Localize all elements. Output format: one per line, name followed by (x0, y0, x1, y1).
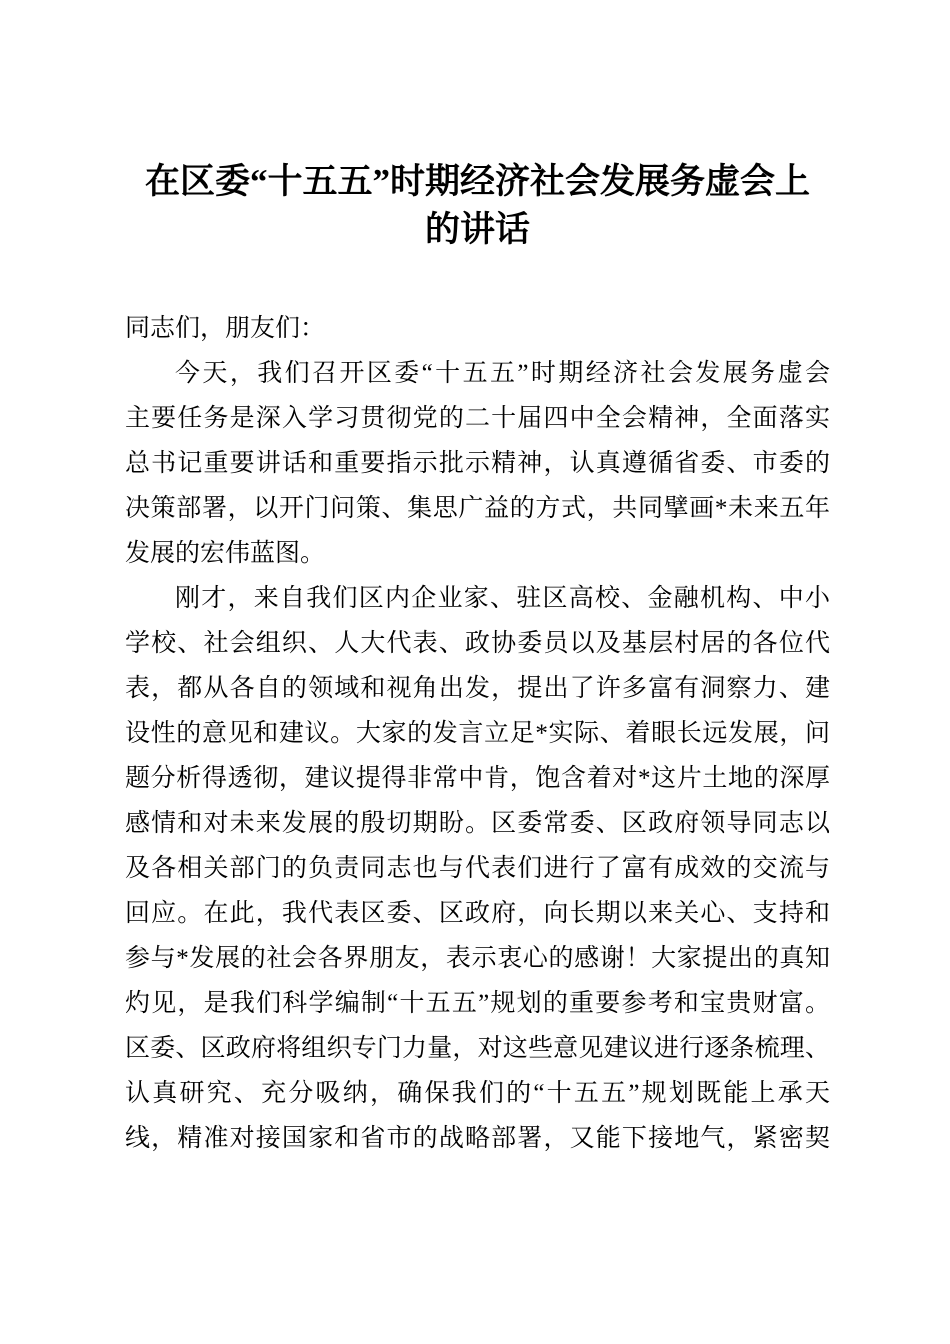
document-body (125, 306, 830, 1161)
body-line: 线，精准对接国家和省市的战略部署，又能下接地气，紧密契 (125, 1125, 830, 1152)
body-line: 感情和对未来发展的殷切期盼。区委常委、区政府领导同志以 (125, 810, 830, 837)
body-line: 设性的意见和建议。大家的发言立足*实际、着眼长远发展，问 (125, 720, 830, 747)
body-line: 回应。在此，我代表区委、区政府，向长期以来关心、支持和 (125, 900, 830, 927)
body-line: 区委、区政府将组织专门力量，对这些意见建议进行逐条梳理、 (125, 1035, 830, 1062)
title-line-2: 的讲话 (424, 210, 530, 249)
salutation-line: 同志们，朋友们： (125, 315, 326, 342)
body-line: 发展的宏伟蓝图。 (125, 540, 326, 567)
body-line: 总书记重要讲话和重要指示批示精神，认真遵循省委、市委的 (125, 450, 830, 477)
body-line: 参与*发展的社会各界朋友，表示衷心的感谢！大家提出的真知 (125, 945, 830, 972)
body-line: 决策部署，以开门问策、集思广益的方式，共同擘画*未来五年 (125, 495, 830, 522)
body-line: 题分析得透彻，建议提得非常中肯，饱含着对*这片土地的深厚 (125, 765, 830, 792)
body-line: 及各相关部门的负责同志也与代表们进行了富有成效的交流与 (125, 855, 830, 882)
body-line: 主要任务是深入学习贯彻党的二十届四中全会精神，全面落实 (125, 405, 830, 432)
body-line: 灼见，是我们科学编制“十五五”规划的重要参考和宝贵财富。 (125, 990, 830, 1017)
body-line: 表，都从各自的领域和视角出发，提出了许多富有洞察力、建 (125, 675, 830, 702)
body-line: 认真研究、充分吸纳，确保我们的“十五五”规划既能上承天 (125, 1080, 830, 1107)
title-line-1: 在区委“十五五”时期经济社会发展务虚会上 (144, 162, 810, 201)
body-line: 刚才，来自我们区内企业家、驻区高校、金融机构、中小 (175, 585, 830, 612)
body-line: 今天，我们召开区委“十五五”时期经济社会发展务虚会 (175, 360, 830, 387)
document-title (125, 158, 830, 254)
body-line: 学校、社会组织、人大代表、政协委员以及基层村居的各位代 (125, 630, 830, 657)
